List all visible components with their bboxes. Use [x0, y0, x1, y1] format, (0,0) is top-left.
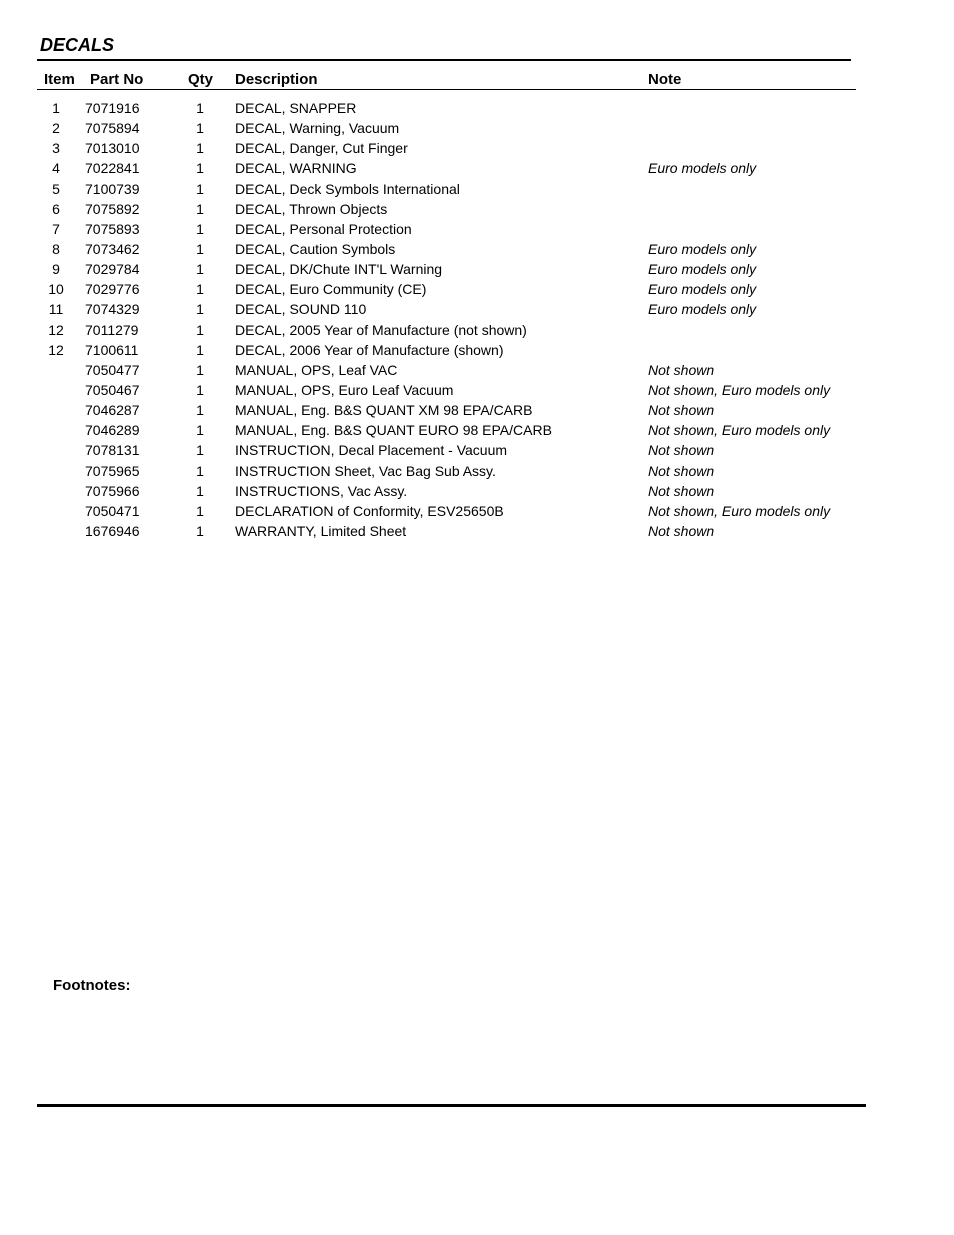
cell-part-no: 7013010 [85, 140, 140, 157]
cell-item: 2 [52, 120, 60, 137]
cell-part-no: 7046287 [85, 402, 140, 419]
cell-description: DECAL, SOUND 110 [235, 301, 367, 318]
cell-qty: 1 [196, 120, 204, 137]
table-row [0, 481, 954, 501]
cell-description: MANUAL, OPS, Euro Leaf Vacuum [235, 381, 454, 398]
cell-description: DECAL, DK/Chute INT'L Warning [235, 261, 443, 278]
cell-part-no: 7050467 [85, 381, 140, 398]
cell-qty: 1 [196, 522, 204, 539]
cell-part-no: 7074329 [85, 301, 140, 318]
cell-qty: 1 [196, 180, 204, 197]
cell-item: 9 [52, 261, 60, 278]
cell-note: Euro models only [648, 301, 757, 318]
cell-part-no: 7046289 [85, 422, 140, 439]
cell-item: 6 [52, 200, 60, 217]
table-header [0, 71, 954, 89]
table-row [0, 239, 954, 259]
cell-qty: 1 [196, 442, 204, 459]
cell-part-no: 7075965 [85, 462, 140, 479]
cell-part-no: 7071916 [85, 100, 140, 116]
cell-item: 10 [48, 281, 64, 298]
cell-note: Not shown [648, 442, 715, 459]
table-row [0, 219, 954, 239]
cell-note: Not shown [648, 462, 715, 479]
cell-note: Euro models only [648, 261, 757, 278]
cell-description: DECAL, Danger, Cut Finger [235, 140, 408, 157]
cell-description: INSTRUCTIONS, Vac Assy. [235, 482, 408, 499]
table-row [0, 118, 954, 138]
cell-part-no: 7050477 [85, 361, 140, 378]
cell-part-no: 7075893 [85, 220, 140, 237]
cell-item: 12 [48, 341, 64, 358]
cell-qty: 1 [196, 361, 204, 378]
cell-part-no: 7100611 [85, 341, 139, 358]
cell-part-no: 7011279 [85, 321, 139, 338]
cell-qty: 1 [196, 281, 204, 298]
page-title: DECALS [40, 35, 115, 55]
cell-qty: 1 [196, 140, 204, 157]
cell-qty: 1 [196, 462, 204, 479]
cell-item: 4 [52, 160, 60, 177]
cell-item: 3 [52, 140, 60, 157]
header-qty: Qty [188, 71, 214, 88]
bottom-divider [37, 1104, 866, 1107]
cell-note: Euro models only [648, 160, 757, 177]
header-description: Description [235, 71, 318, 88]
cell-description: INSTRUCTION Sheet, Vac Bag Sub Assy. [235, 462, 496, 479]
table-row [0, 380, 954, 400]
table-row [0, 501, 954, 521]
cell-item: 12 [48, 321, 64, 338]
table-row [0, 420, 954, 440]
table-row [0, 360, 954, 380]
cell-part-no: 7073462 [85, 240, 140, 257]
cell-description: MANUAL, OPS, Leaf VAC [235, 361, 398, 378]
table-row [0, 279, 954, 299]
title-divider [37, 59, 851, 61]
cell-note: Not shown [648, 361, 715, 378]
cell-part-no: 7029784 [85, 261, 140, 278]
cell-item: 1 [52, 100, 60, 116]
cell-part-no: 1676946 [85, 522, 140, 539]
table-row [0, 320, 954, 340]
cell-part-no: 7075892 [85, 200, 140, 217]
cell-description: DECAL, Caution Symbols [235, 240, 396, 257]
cell-note: Euro models only [648, 240, 757, 257]
cell-description: DECAL, Thrown Objects [235, 200, 388, 217]
table-row [0, 158, 954, 178]
cell-description: DECAL, 2005 Year of Manufacture (not shown) [235, 321, 527, 338]
cell-part-no: 7075966 [85, 482, 140, 499]
cell-qty: 1 [196, 482, 204, 499]
table-row [0, 440, 954, 460]
cell-note: Not shown, Euro models only [648, 502, 831, 519]
cell-part-no: 7050471 [85, 502, 140, 519]
cell-item: 5 [52, 180, 60, 197]
header-divider [37, 89, 856, 90]
cell-qty: 1 [196, 502, 204, 519]
cell-part-no: 7075894 [85, 120, 140, 137]
cell-note: Not shown, Euro models only [648, 422, 831, 439]
cell-note: Not shown [648, 402, 715, 419]
cell-qty: 1 [196, 240, 204, 257]
table-row [0, 521, 954, 541]
cell-qty: 1 [196, 422, 204, 439]
cell-description: MANUAL, Eng. B&S QUANT XM 98 EPA/CARB [235, 402, 533, 419]
cell-description: DECAL, Euro Community (CE) [235, 281, 427, 298]
table-row [0, 98, 954, 118]
cell-part-no: 7029776 [85, 281, 140, 298]
cell-note: Euro models only [648, 281, 757, 298]
cell-description: DECAL, 2006 Year of Manufacture (shown) [235, 341, 504, 358]
cell-qty: 1 [196, 321, 204, 338]
table-row [0, 299, 954, 319]
parts-table-body [0, 98, 954, 541]
cell-part-no: 7078131 [85, 442, 140, 459]
table-row [0, 259, 954, 279]
cell-description: INSTRUCTION, Decal Placement - Vacuum [235, 442, 508, 459]
table-row [0, 340, 954, 360]
cell-description: DECAL, WARNING [235, 160, 357, 177]
cell-part-no: 7022841 [85, 160, 140, 177]
cell-item: 7 [52, 220, 60, 237]
cell-qty: 1 [196, 200, 204, 217]
cell-qty: 1 [196, 341, 204, 358]
cell-qty: 1 [196, 301, 204, 318]
header-note: Note [648, 71, 682, 88]
table-row [0, 461, 954, 481]
cell-qty: 1 [196, 160, 204, 177]
cell-qty: 1 [196, 100, 204, 116]
table-row [0, 400, 954, 420]
cell-description: DECAL, SNAPPER [235, 100, 357, 116]
cell-note: Not shown [648, 522, 715, 539]
header-part-no: Part No [90, 71, 144, 88]
cell-item: 8 [52, 240, 60, 257]
cell-description: DECAL, Deck Symbols International [235, 180, 460, 197]
table-row [0, 179, 954, 199]
cell-qty: 1 [196, 261, 204, 278]
cell-item: 11 [48, 301, 64, 318]
cell-qty: 1 [196, 220, 204, 237]
cell-note: Not shown, Euro models only [648, 381, 831, 398]
cell-description: MANUAL, Eng. B&S QUANT EURO 98 EPA/CARB [235, 422, 552, 439]
header-item: Item [44, 71, 75, 88]
table-row [0, 138, 954, 158]
cell-qty: 1 [196, 381, 204, 398]
cell-description: DECAL, Warning, Vacuum [235, 120, 400, 137]
cell-description: WARRANTY, Limited Sheet [235, 522, 407, 539]
cell-note: Not shown [648, 482, 715, 499]
table-row [0, 199, 954, 219]
cell-qty: 1 [196, 402, 204, 419]
cell-description: DECAL, Personal Protection [235, 220, 412, 237]
cell-description: DECLARATION of Conformity, ESV25650B [235, 502, 504, 519]
cell-part-no: 7100739 [85, 180, 140, 197]
footnotes-label: Footnotes: [53, 977, 131, 994]
